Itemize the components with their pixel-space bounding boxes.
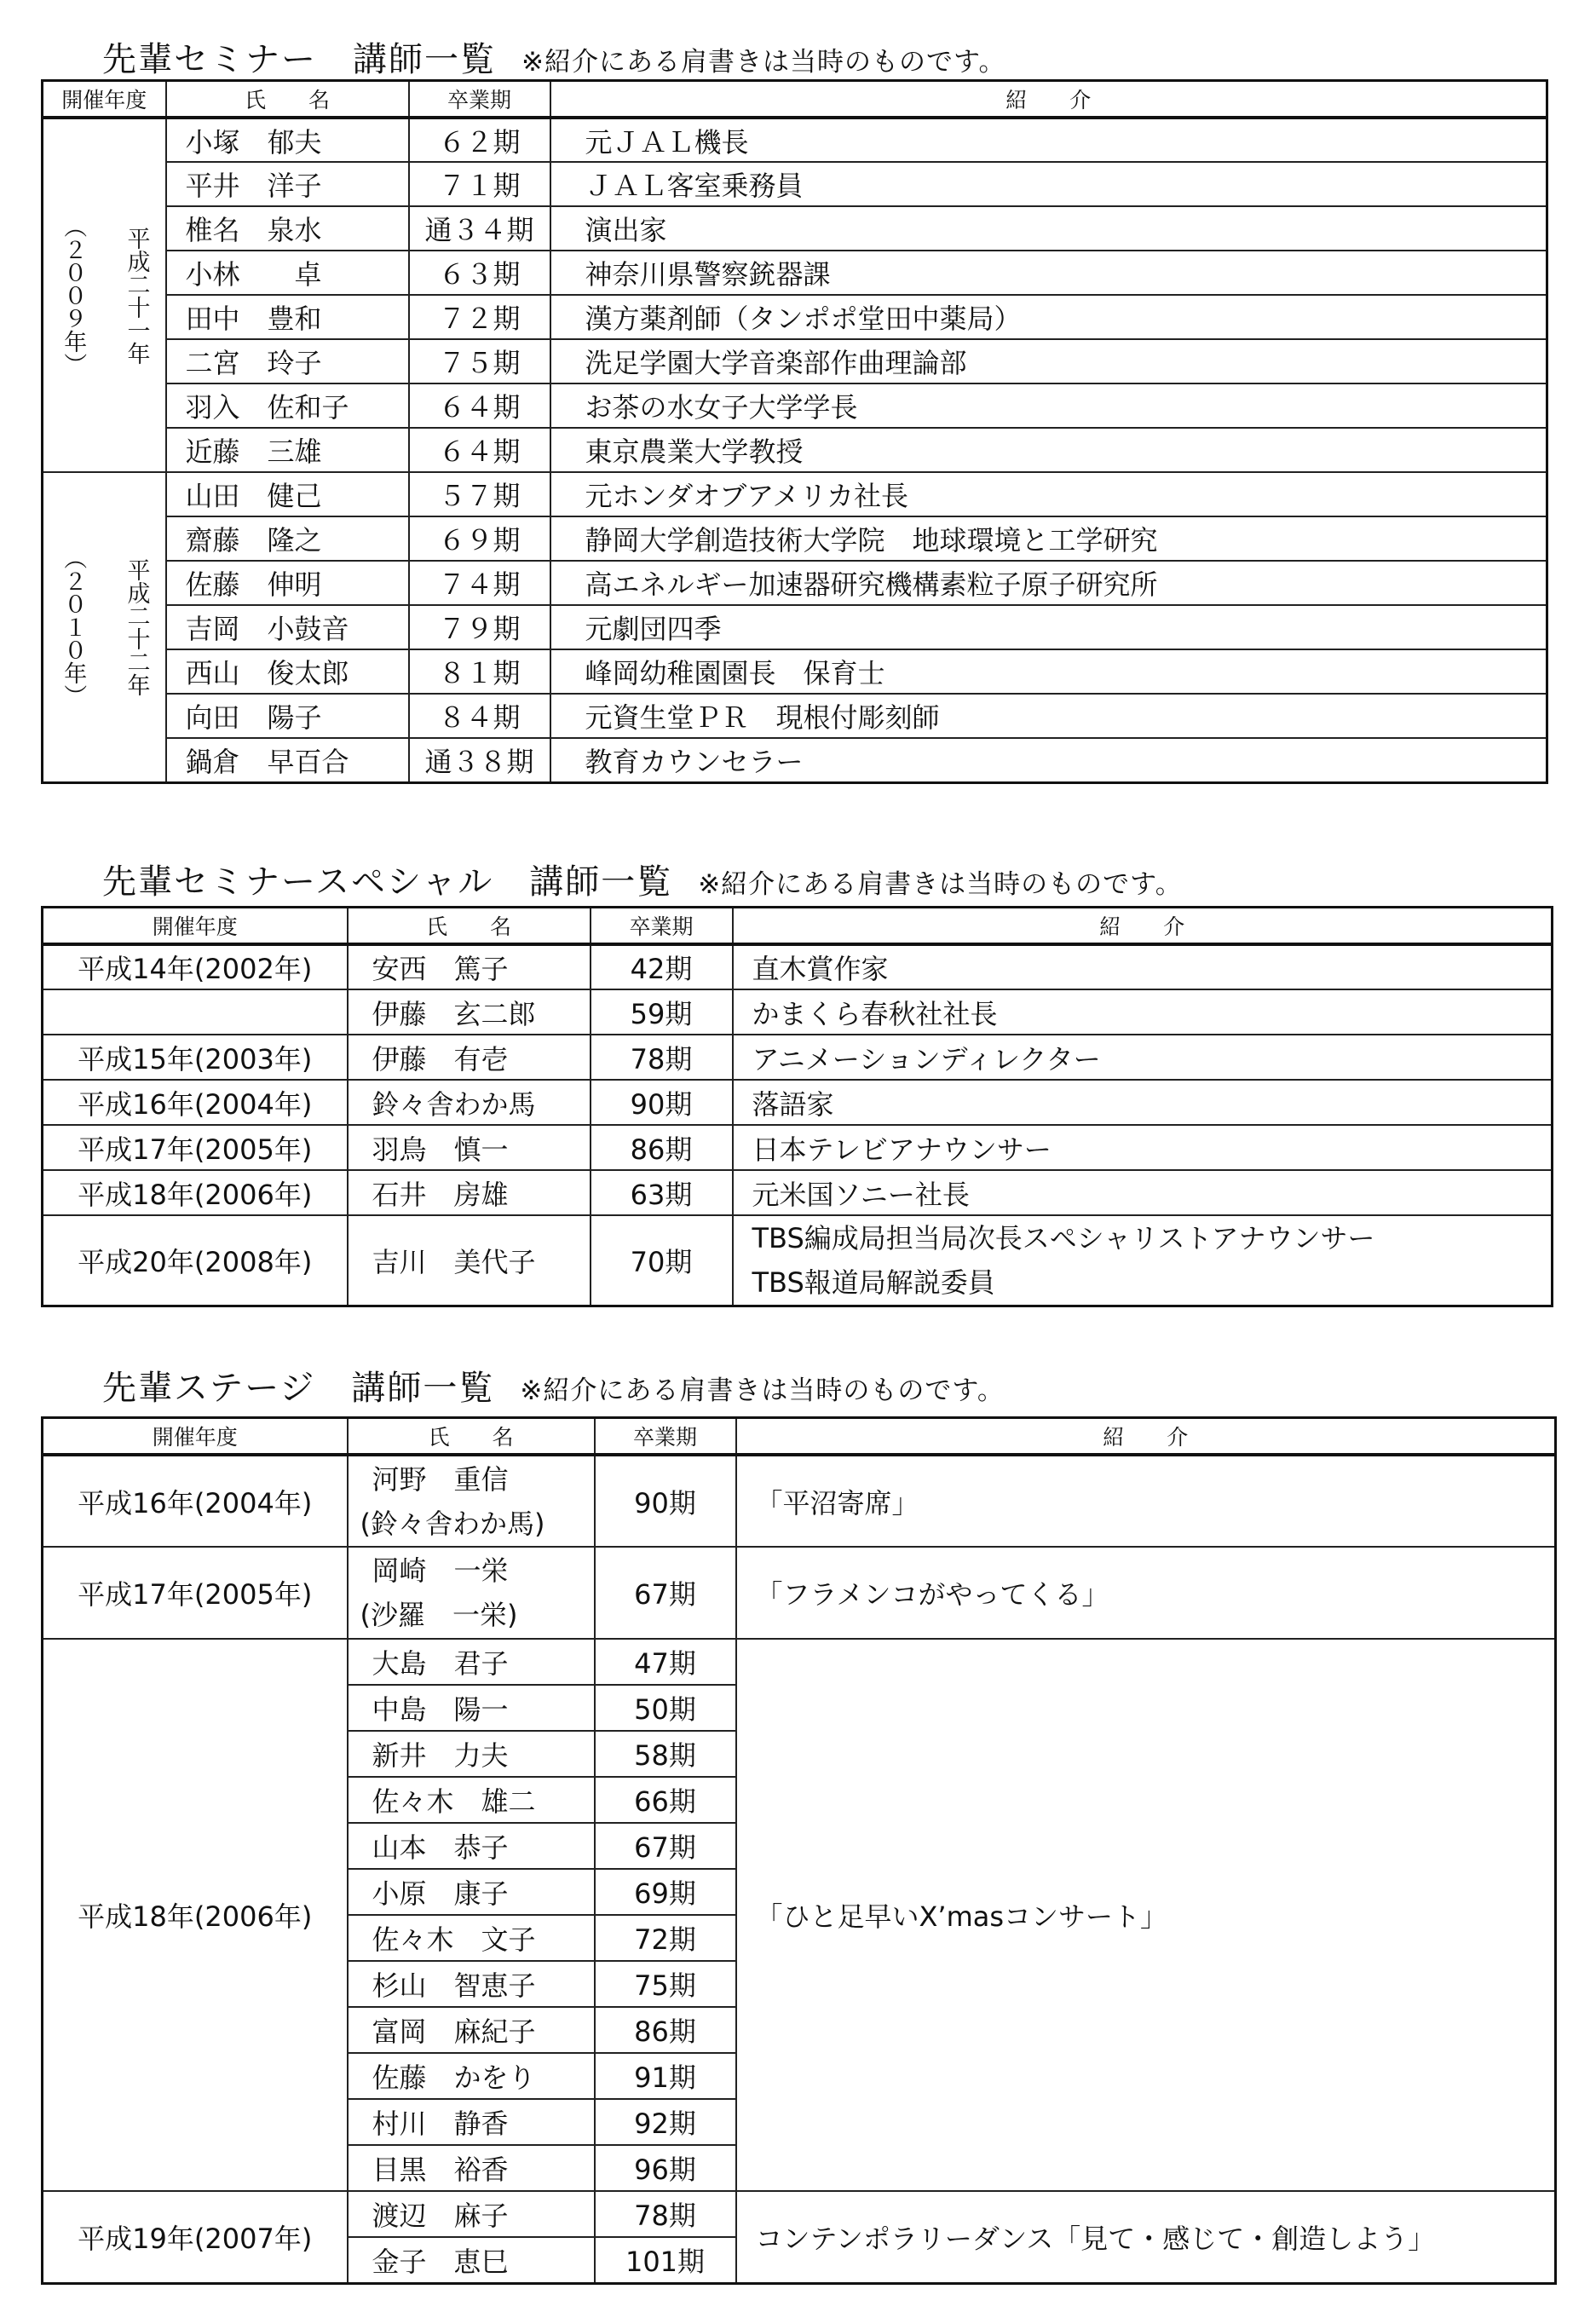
name-cell: 羽鳥 慎一 bbox=[348, 1125, 591, 1170]
intro-cell: 静岡大学創造技術大学院 地球環境と工学研究 bbox=[550, 516, 1547, 561]
year-cell: 平成16年(2004年) bbox=[43, 1080, 348, 1125]
grad-cell: 86期 bbox=[591, 1125, 733, 1170]
grad-cell: 59期 bbox=[591, 989, 733, 1035]
name-cell bbox=[348, 1547, 595, 1639]
table-row bbox=[43, 295, 1547, 339]
grad-cell: 50期 bbox=[595, 1685, 736, 1731]
grad-cell: 91期 bbox=[595, 2053, 736, 2099]
table-row bbox=[43, 472, 1547, 516]
intro-cell: 「平沼寄席」 bbox=[736, 1455, 1556, 1547]
name-cell: 佐々木 雄二 bbox=[348, 1777, 595, 1823]
table-row bbox=[43, 944, 1553, 989]
table-row bbox=[43, 605, 1547, 649]
intro-cell: 東京農業大学教授 bbox=[550, 428, 1547, 472]
grad-cell: 66期 bbox=[595, 1777, 736, 1823]
intro-cell bbox=[733, 1215, 1553, 1306]
stage-note: ※紹介にある肩書きは当時のものです。 bbox=[520, 1375, 1005, 1406]
intro-cell: 元ＪＡＬ機長 bbox=[550, 118, 1547, 162]
name-cell: 西山 俊太郎 bbox=[166, 649, 409, 694]
name-cell: 小塚 郁夫 bbox=[166, 118, 409, 162]
intro-cell: 演出家 bbox=[550, 206, 1547, 251]
header-intro: 紹 介 bbox=[736, 1418, 1556, 1456]
intro-cell: ＪＡＬ客室乗務員 bbox=[550, 162, 1547, 206]
grad-cell: ６９期 bbox=[409, 516, 550, 561]
grad-cell: ７１期 bbox=[409, 162, 550, 206]
seminar-header-row bbox=[43, 81, 1547, 118]
grad-cell: 67期 bbox=[595, 1823, 736, 1869]
intro-cell: 「ひと足早いX’masコンサート」 bbox=[736, 1639, 1556, 2191]
name-cell: 金子 恵巳 bbox=[348, 2237, 595, 2283]
name-cell bbox=[348, 1455, 595, 1547]
special-table bbox=[41, 906, 1553, 1307]
header-grad: 卒業期 bbox=[409, 81, 550, 118]
header-grad: 卒業期 bbox=[595, 1418, 736, 1456]
table-row bbox=[43, 118, 1547, 162]
special-note: ※紹介にある肩書きは当時のものです。 bbox=[698, 869, 1183, 900]
name-cell: 吉川 美代子 bbox=[348, 1215, 591, 1306]
intro-cell: 洗足学園大学音楽部作曲理論部 bbox=[550, 339, 1547, 383]
year-label: 平成二十二年 bbox=[123, 557, 150, 696]
year-cell: 平成17年(2005年) bbox=[43, 1547, 348, 1639]
name-cell: 吉岡 小鼓音 bbox=[166, 605, 409, 649]
table-row bbox=[43, 339, 1547, 383]
intro-cell: 落語家 bbox=[733, 1080, 1553, 1125]
year-cell bbox=[43, 118, 166, 472]
grad-cell: 58期 bbox=[595, 1731, 736, 1777]
name-cell: 新井 力夫 bbox=[348, 1731, 595, 1777]
table-row bbox=[43, 738, 1547, 782]
table-row bbox=[43, 649, 1547, 694]
header-year: 開催年度 bbox=[43, 908, 348, 945]
seminar-table bbox=[41, 79, 1548, 784]
intro-line: TBS報道局解説委員 bbox=[752, 1266, 995, 1299]
name-cell: 二宮 玲子 bbox=[166, 339, 409, 383]
grad-cell: ７９期 bbox=[409, 605, 550, 649]
header-year: 開催年度 bbox=[43, 1418, 348, 1456]
table-row bbox=[43, 1125, 1553, 1170]
grad-cell: ６４期 bbox=[409, 428, 550, 472]
grad-cell: 96期 bbox=[595, 2145, 736, 2191]
intro-cell: 「フラメンコがやってくる」 bbox=[736, 1547, 1556, 1639]
table-row bbox=[43, 383, 1547, 428]
grad-cell: 67期 bbox=[595, 1547, 736, 1639]
seminar-heading bbox=[102, 32, 1006, 81]
name-cell: 伊藤 有壱 bbox=[348, 1035, 591, 1080]
year-cell bbox=[43, 472, 166, 782]
name-cell: 小林 卓 bbox=[166, 251, 409, 295]
grad-cell: 63期 bbox=[591, 1170, 733, 1215]
table-row bbox=[43, 694, 1547, 738]
stage-title: 先輩ステージ 講師一覧 bbox=[102, 1369, 495, 1408]
header-intro: 紹 介 bbox=[733, 908, 1553, 945]
special-header-row bbox=[43, 908, 1553, 945]
stage-heading bbox=[102, 1361, 1005, 1410]
name-cell: 村川 静香 bbox=[348, 2099, 595, 2145]
name-alias: (沙羅 一栄) bbox=[360, 1599, 518, 1631]
grad-cell: ６４期 bbox=[409, 383, 550, 428]
table-row bbox=[43, 2191, 1556, 2237]
intro-cell: コンテンポラリーダンス「見て・感じて・創造しよう」 bbox=[736, 2191, 1556, 2283]
special-heading bbox=[102, 855, 1183, 903]
table-row bbox=[43, 561, 1547, 605]
table-row bbox=[43, 251, 1547, 295]
table-row bbox=[43, 162, 1547, 206]
intro-cell: 直木賞作家 bbox=[733, 944, 1553, 989]
special-title: 先輩セミナースペシャル 講師一覧 bbox=[102, 862, 673, 902]
name-cell: 山本 恭子 bbox=[348, 1823, 595, 1869]
name-cell: 鍋倉 早百合 bbox=[166, 738, 409, 782]
name-cell: 田中 豊和 bbox=[166, 295, 409, 339]
grad-cell: ６３期 bbox=[409, 251, 550, 295]
year-sub: （２００９年） bbox=[60, 215, 87, 376]
intro-cell: 漢方薬剤師（タンポポ堂田中薬局） bbox=[550, 295, 1547, 339]
name-cell: 目黒 裕香 bbox=[348, 2145, 595, 2191]
intro-cell: 高エネルギー加速器研究機構素粒子原子研究所 bbox=[550, 561, 1547, 605]
table-row bbox=[43, 1639, 1556, 1685]
grad-cell: 70期 bbox=[591, 1215, 733, 1306]
year-cell: 平成14年(2002年) bbox=[43, 944, 348, 989]
grad-cell: ８１期 bbox=[409, 649, 550, 694]
grad-cell: 86期 bbox=[595, 2007, 736, 2053]
header-name: 氏 名 bbox=[348, 908, 591, 945]
name-cell: 鈴々舎わか馬 bbox=[348, 1080, 591, 1125]
name-cell: 平井 洋子 bbox=[166, 162, 409, 206]
stage-header-row bbox=[43, 1418, 1556, 1456]
intro-cell: かまくら春秋社社長 bbox=[733, 989, 1553, 1035]
intro-cell: 峰岡幼稚園園長 保育士 bbox=[550, 649, 1547, 694]
name-cell: 富岡 麻紀子 bbox=[348, 2007, 595, 2053]
year-cell: 平成16年(2004年) bbox=[43, 1455, 348, 1547]
name-cell: 齋藤 隆之 bbox=[166, 516, 409, 561]
name-cell: 山田 健己 bbox=[166, 472, 409, 516]
year-label: 平成二十一年 bbox=[123, 226, 150, 365]
grad-cell: 42期 bbox=[591, 944, 733, 989]
header-intro: 紹 介 bbox=[550, 81, 1547, 118]
name-cell: 小原 康子 bbox=[348, 1869, 595, 1915]
name-cell: 石井 房雄 bbox=[348, 1170, 591, 1215]
header-name: 氏 名 bbox=[348, 1418, 595, 1456]
intro-cell: お茶の水女子大学学長 bbox=[550, 383, 1547, 428]
year-cell: 平成17年(2005年) bbox=[43, 1125, 348, 1170]
year-sub: （２０１０年） bbox=[60, 546, 87, 708]
stage-table bbox=[41, 1416, 1557, 2285]
name-cell: 渡辺 麻子 bbox=[348, 2191, 595, 2237]
year-cell: 平成20年(2008年) bbox=[43, 1215, 348, 1306]
name-cell: 近藤 三雄 bbox=[166, 428, 409, 472]
table-row bbox=[43, 428, 1547, 472]
intro-cell: 教育カウンセラー bbox=[550, 738, 1547, 782]
name-cell: 佐藤 伸明 bbox=[166, 561, 409, 605]
header-grad: 卒業期 bbox=[591, 908, 733, 945]
intro-line: TBS編成局担当局次長スペシャリストアナウンサー bbox=[752, 1222, 1375, 1254]
name-cell: 安西 篤子 bbox=[348, 944, 591, 989]
name-line: 河野 重信 bbox=[372, 1462, 509, 1496]
intro-cell: 元劇団四季 bbox=[550, 605, 1547, 649]
grad-cell: 78期 bbox=[595, 2191, 736, 2237]
table-row bbox=[43, 516, 1547, 561]
name-cell: 佐藤 かをり bbox=[348, 2053, 595, 2099]
name-cell: 大島 君子 bbox=[348, 1639, 595, 1685]
name-cell: 杉山 智恵子 bbox=[348, 1961, 595, 2007]
table-row bbox=[43, 1170, 1553, 1215]
grad-cell: 90期 bbox=[591, 1080, 733, 1125]
grad-cell: 通３８期 bbox=[409, 738, 550, 782]
table-row bbox=[43, 989, 1553, 1035]
table-row bbox=[43, 1215, 1553, 1306]
year-cell: 平成18年(2006年) bbox=[43, 1639, 348, 2191]
grad-cell: ７５期 bbox=[409, 339, 550, 383]
header-year: 開催年度 bbox=[43, 81, 166, 118]
grad-cell: 69期 bbox=[595, 1869, 736, 1915]
intro-cell: 日本テレビアナウンサー bbox=[733, 1125, 1553, 1170]
intro-cell: 元ホンダオブアメリカ社長 bbox=[550, 472, 1547, 516]
table-row bbox=[43, 1455, 1556, 1547]
grad-cell: 78期 bbox=[591, 1035, 733, 1080]
name-cell: 向田 陽子 bbox=[166, 694, 409, 738]
grad-cell: 72期 bbox=[595, 1915, 736, 1961]
intro-cell: アニメーションディレクター bbox=[733, 1035, 1553, 1080]
seminar-title: 先輩セミナー 講師一覧 bbox=[102, 40, 496, 79]
grad-cell: ６２期 bbox=[409, 118, 550, 162]
name-cell: 羽入 佐和子 bbox=[166, 383, 409, 428]
grad-cell: ７２期 bbox=[409, 295, 550, 339]
year-cell: 平成19年(2007年) bbox=[43, 2191, 348, 2283]
grad-cell: ５７期 bbox=[409, 472, 550, 516]
name-cell: 椎名 泉水 bbox=[166, 206, 409, 251]
table-row bbox=[43, 206, 1547, 251]
grad-cell: 90期 bbox=[595, 1455, 736, 1547]
grad-cell: ７４期 bbox=[409, 561, 550, 605]
grad-cell: 通３４期 bbox=[409, 206, 550, 251]
year-cell: 平成15年(2003年) bbox=[43, 1035, 348, 1080]
name-line: 岡崎 一栄 bbox=[372, 1554, 509, 1587]
header-name: 氏 名 bbox=[166, 81, 409, 118]
grad-cell: 92期 bbox=[595, 2099, 736, 2145]
name-cell: 佐々木 文子 bbox=[348, 1915, 595, 1961]
grad-cell: 75期 bbox=[595, 1961, 736, 2007]
year-cell: 平成18年(2006年) bbox=[43, 1170, 348, 1215]
intro-cell: 神奈川県警察銃器課 bbox=[550, 251, 1547, 295]
name-cell: 中島 陽一 bbox=[348, 1685, 595, 1731]
grad-cell: 101期 bbox=[595, 2237, 736, 2283]
grad-cell: ８４期 bbox=[409, 694, 550, 738]
grad-cell: 47期 bbox=[595, 1639, 736, 1685]
name-cell: 伊藤 玄二郎 bbox=[348, 989, 591, 1035]
table-row bbox=[43, 1035, 1553, 1080]
table-row bbox=[43, 1080, 1553, 1125]
intro-cell: 元資生堂ＰＲ 現根付彫刻師 bbox=[550, 694, 1547, 738]
name-alias: (鈴々舎わか馬) bbox=[360, 1507, 545, 1540]
intro-cell: 元米国ソニー社長 bbox=[733, 1170, 1553, 1215]
table-row bbox=[43, 1547, 1556, 1639]
seminar-note: ※紹介にある肩書きは当時のものです。 bbox=[521, 47, 1006, 78]
year-cell bbox=[43, 989, 348, 1035]
